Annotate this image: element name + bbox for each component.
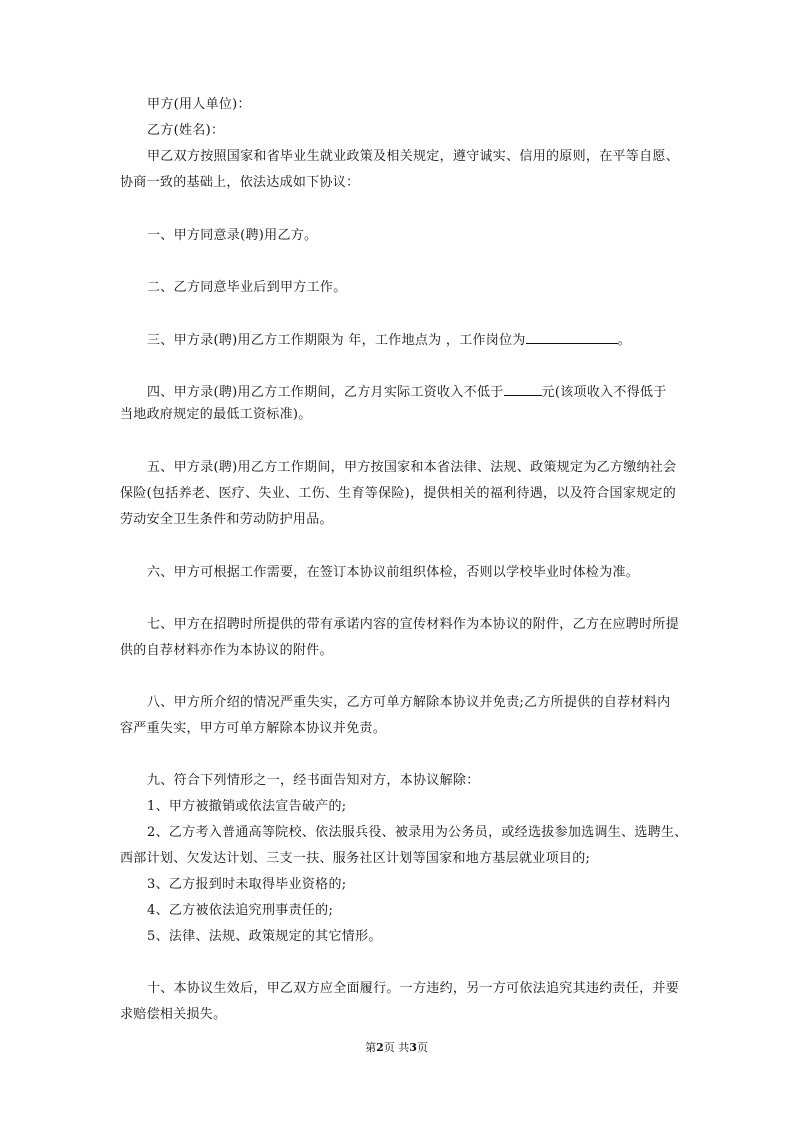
page-footer [0,1040,793,1056]
intro-line-2: 协商一致的基础上，依法达成如下协议： [120,175,360,190]
clause-8-line-1: 八、甲方所介绍的情况严重失实，乙方可单方解除本协议并免责;乙方所提供的自荐材料内 [147,695,671,710]
clause-3 [147,331,631,350]
footer-suffix: 页 [416,1041,428,1054]
clause-9-item-5: 5、法律、法规、政策规定的其它情形。 [147,929,382,944]
clause-9-item-1: 1、甲方被撤销或依法宣告破产的; [147,799,347,814]
clause-9-item-2: 2、乙方考入普通高等院校、依法服兵役、被录用为公务员，或经选拔参加选调生、选聘生、 [147,825,688,840]
footer-mid: 页 共 [383,1041,410,1054]
clause-4-before: 四、甲方录(聘)用乙方工作期间，乙方月实际工资收入不低于 [147,385,504,400]
clause-10-line-2: 求赔偿相关损失。 [120,1007,227,1022]
clause-9-heading: 九、符合下列情形之一，经书面告知对方，本协议解除： [147,773,480,788]
clause-4-line-1 [147,383,667,402]
footer-page-total: 3 [409,1041,417,1054]
clause-7-line-1: 七、甲方在招聘时所提供的带有承诺内容的宣传材料作为本协议的附件，乙方在应聘时所提 [147,617,680,632]
clause-5-line-1: 五、甲方录(聘)用乙方工作期间，甲方按国家和本省法律、法规、政策规定为乙方缴纳社会 [147,460,677,475]
footer-page-current: 2 [376,1041,384,1054]
intro-line-1: 甲乙双方按照国家和省毕业生就业政策及相关规定，遵守诚实、信用的原则，在平等自愿、 [147,149,680,164]
salary-blank [504,383,542,396]
clause-7-line-2: 供的自荐材料亦作为本协议的附件。 [120,643,333,658]
clause-3-text: 三、甲方录(聘)用乙方工作期限为 年，工作地点为 ，工作岗位为 [147,333,526,348]
clause-4-after: 元(该项收入不得低于 [541,385,667,400]
clause-9-item-3: 3、乙方报到时未取得毕业资格的; [147,877,347,892]
position-blank [526,331,618,344]
clause-1: 一、甲方同意录(聘)用乙方。 [147,228,318,243]
clause-9-item-2-cont: 西部计划、欠发达计划、三支一扶、服务社区计划等国家和地方基层就业项目的; [120,851,591,866]
party-a-label: 甲方(用人单位)： [147,97,251,112]
party-b-label: 乙方(姓名)： [147,123,225,138]
clause-5-line-3: 劳动安全卫生条件和劳动防护用品。 [120,512,333,527]
footer-prefix: 第 [365,1041,377,1054]
clause-8-line-2: 容严重失实，甲方可单方解除本协议并免责。 [120,721,387,736]
clause-3-end: 。 [617,333,632,348]
clause-4-line-2: 当地政府规定的最低工资标准)。 [120,407,312,422]
clause-6: 六、甲方可根据工作需要，在签订本协议前组织体检，否则以学校毕业时体检为准。 [147,565,640,580]
clause-10-line-1: 十、本协议生效后，甲乙双方应全面履行。一方违约，另一方可依法追究其违约责任，并要 [147,981,680,996]
clause-2: 二、乙方同意毕业后到甲方工作。 [147,280,347,295]
clause-9-item-4: 4、乙方被依法追究刑事责任的; [147,903,334,918]
clause-5-line-2: 保险(包括养老、医疗、失业、工伤、生育等保险)，提供相关的福利待遇，以及符合国家规定的 [120,486,677,501]
